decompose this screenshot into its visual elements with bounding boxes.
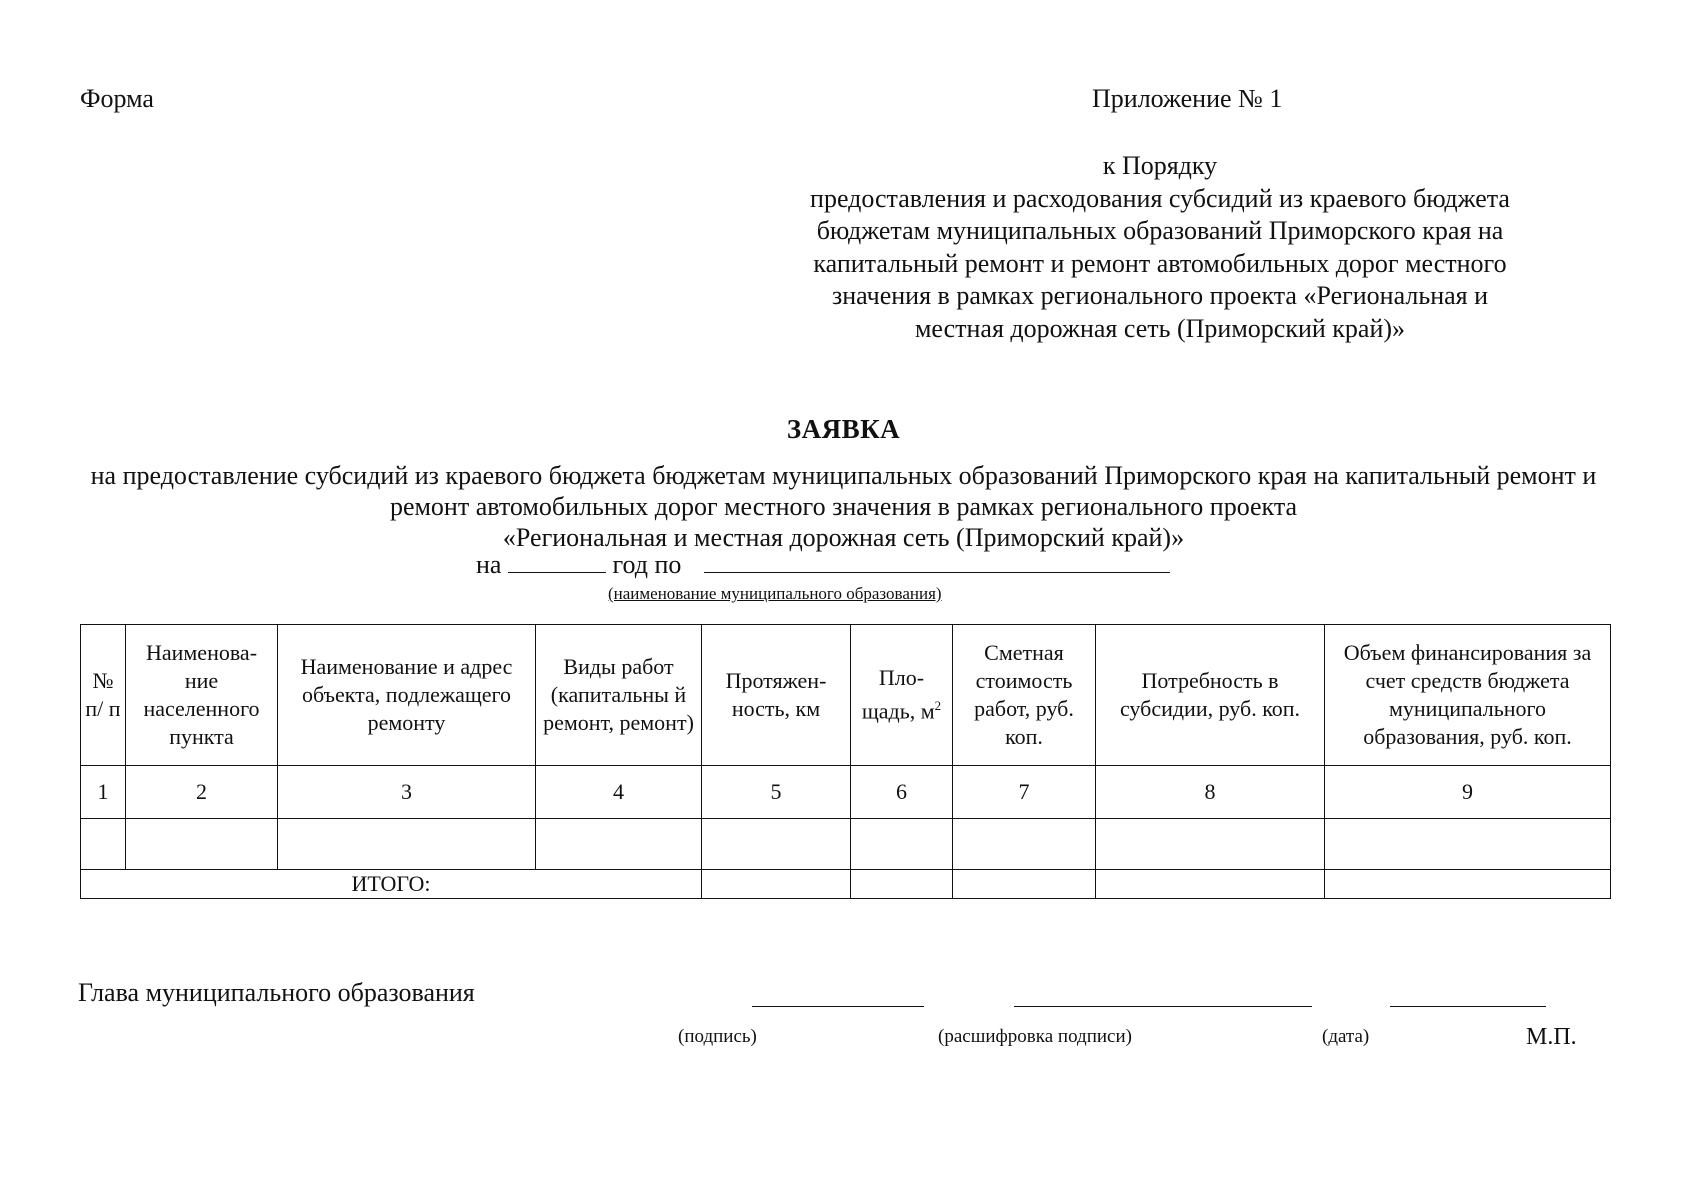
table-cell[interactable] <box>953 819 1096 870</box>
column-number: 3 <box>278 766 536 819</box>
table-cell[interactable] <box>278 819 536 870</box>
date-line[interactable] <box>1390 1006 1546 1007</box>
table-cell[interactable] <box>851 819 953 870</box>
year-prefix: на <box>476 550 502 579</box>
table-cell[interactable] <box>81 819 126 870</box>
municipality-blank-field[interactable] <box>704 550 1170 573</box>
municipality-caption: (наименование муниципального образования) <box>608 584 942 603</box>
appendix-line: значения в рамках регионального проекта «Региональная и <box>831 281 1489 310</box>
date-caption: (дата) <box>1322 1026 1370 1047</box>
signatory-role: Глава муниципального образования <box>78 978 475 1007</box>
appendix-reference <box>790 150 1530 345</box>
appendix-line: к Порядку <box>1102 151 1218 180</box>
appendix-line: предоставления и расходования субсидий из краевого бюджета <box>810 183 1510 213</box>
total-cell[interactable] <box>1096 870 1325 899</box>
header-cell-subsidy-need: Потребность в субсидии, руб. коп. <box>1096 625 1325 766</box>
column-number: 1 <box>81 766 126 819</box>
document-subtitle <box>60 460 1627 553</box>
year-middle-text: год по <box>612 550 682 579</box>
seal-place-label: М.П. <box>1526 1024 1577 1050</box>
application-table <box>80 624 1611 899</box>
table-cell[interactable] <box>536 819 702 870</box>
header-cell-object: Наименование и адрес объекта, подлежащего ремонту <box>278 625 536 766</box>
table-cell[interactable] <box>702 819 851 870</box>
subtitle-line: на предоставление субсидий из краевого бюджета бюджетам муниципальных образований Приморского края на капитальный ремонт и <box>90 461 1597 490</box>
table-cell[interactable] <box>1096 819 1325 870</box>
area-unit-superscript: 2 <box>934 698 942 714</box>
subtitle-line: «Региональная и местная дорожная сеть (Приморский край)» <box>502 523 1185 552</box>
column-number-row <box>81 766 1611 819</box>
appendix-line: капитальный ремонт и ремонт автомобильных дорог местного <box>813 248 1507 278</box>
header-cell-area <box>851 625 953 766</box>
signature-line[interactable] <box>752 1006 924 1007</box>
total-cell[interactable] <box>702 870 851 899</box>
document-title: ЗАЯВКА <box>786 414 901 444</box>
table-cell[interactable] <box>126 819 278 870</box>
signature-decryption-line[interactable] <box>1014 1006 1312 1007</box>
column-number: 4 <box>536 766 702 819</box>
column-number: 6 <box>851 766 953 819</box>
table-cell[interactable] <box>1325 819 1611 870</box>
column-number: 9 <box>1325 766 1611 819</box>
table-row <box>81 819 1611 870</box>
total-cell[interactable] <box>953 870 1096 899</box>
decryption-caption: (расшифровка подписи) <box>938 1026 1132 1047</box>
total-cell[interactable] <box>851 870 953 899</box>
column-number: 2 <box>126 766 278 819</box>
appendix-number: Приложение № 1 <box>1092 84 1283 113</box>
signature-caption: (подпись) <box>678 1026 757 1047</box>
appendix-line: бюджетам муниципальных образований Приморского края на <box>816 216 1504 245</box>
year-blank-field[interactable] <box>508 550 606 573</box>
subtitle-line: ремонт автомобильных дорог местного значения в рамках регионального проекта <box>389 492 1298 521</box>
column-number: 5 <box>702 766 851 819</box>
header-area-text: Пло- щадь, м <box>861 665 935 724</box>
form-label: Форма <box>80 84 154 113</box>
total-cell[interactable] <box>1325 870 1611 899</box>
header-cell-work-type: Виды работ (капитальны й ремонт, ремонт) <box>536 625 702 766</box>
table-header-row <box>81 625 1611 766</box>
total-row <box>81 870 1611 899</box>
header-cell-settlement: Наименова- ние населенного пункта <box>126 625 278 766</box>
header-cell-number: № п/ п <box>81 625 126 766</box>
header-cell-municipal-funding: Объем финансирования за счет средств бюджета муниципального образования, руб. коп. <box>1325 625 1611 766</box>
year-municipality-line <box>476 550 1170 580</box>
column-number: 7 <box>953 766 1096 819</box>
total-label: ИТОГО: <box>81 870 702 899</box>
header-cell-length: Протяжен- ность, км <box>702 625 851 766</box>
column-number: 8 <box>1096 766 1325 819</box>
appendix-line: местная дорожная сеть (Приморский край)» <box>914 313 1406 343</box>
header-cell-estimated-cost: Сметная стоимость работ, руб. коп. <box>953 625 1096 766</box>
